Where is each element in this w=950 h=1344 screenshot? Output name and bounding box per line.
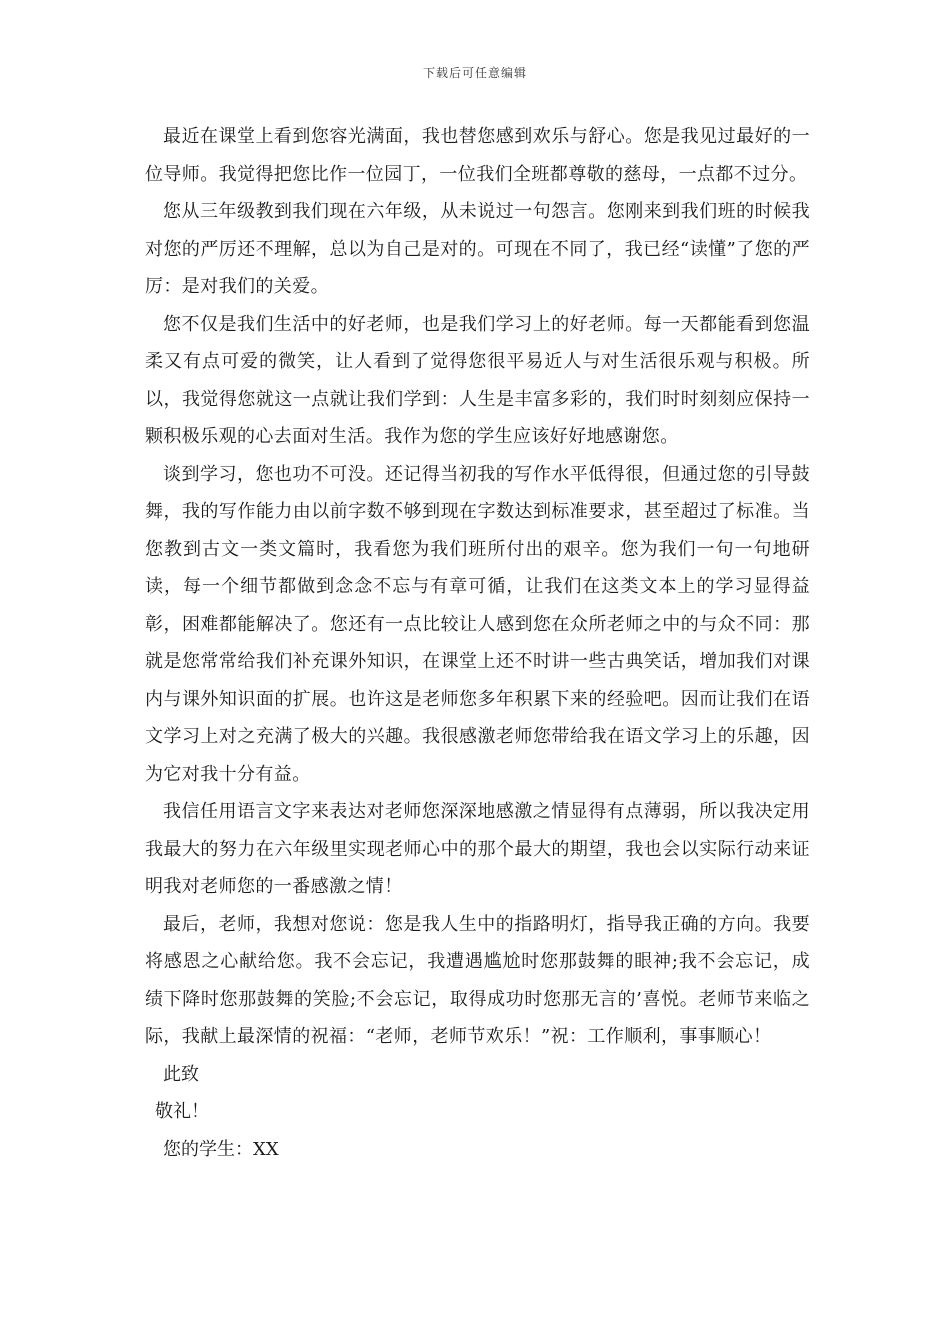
header-note: 下载后可任意编辑 (422, 66, 527, 80)
closing-regards: 敬礼！ (155, 1101, 209, 1122)
paragraph-2: 您从三年级教到我们现在六年级，从未说过一句怨言。您刚来到我们班的时候我对您的严厉还不理解，总以为自己是对的。可现在不同了，我已经“读懂”了您的严厉：是对我们的关爱。 (145, 201, 810, 297)
paragraph-3: 您不仅是我们生活中的好老师，也是我们学习上的好老师。每一天都能看到您温柔又有点可爱的微笑，让人看到了觉得您很平易近人与对生活很乐观与积极。所以，我觉得您就这一点就让我们学到：人生是丰富多彩的，我们时时刻刻应保持一颗积极乐观的心去面对生活。我作为您的学生应该好好地感谢您。 (145, 313, 810, 447)
closing-salutation: 此致 (163, 1063, 199, 1085)
paragraph-1: 最近在课堂上看到您容光满面，我也替您感到欢乐与舒心。您是我见过最好的一位导师。我觉得把您比作一位园丁，一位我们全班都尊敬的慈母，一点都不过分。 (145, 126, 810, 185)
paragraph-5: 我信任用语言文字来表达对老师您深深地感激之情显得有点薄弱，所以我决定用我最大的努力在六年级里实现老师心中的那个最大的期望，我也会以实际行动来证明我对老师您的一番感激之情！ (145, 801, 810, 897)
letter-body (145, 118, 810, 1168)
paragraph-6: 最后，老师，我想对您说：您是我人生中的指路明灯，指导我正确的方向。我要将感恩之心献给您。我不会忘记，我遭遇尴尬时您那鼓舞的眼神;我不会忘记，成绩下降时您那鼓舞的笑脸;不会忘记，取得成功时您那无言的’喜悦。老师节来临之际，我献上最深情的祝福：“老师，老师节欢乐！”祝：工作顺利，事事顺心！ (145, 913, 810, 1047)
signature: 您的学生：XX (163, 1138, 279, 1160)
paragraph-4: 谈到学习，您也功不可没。还记得当初我的写作水平低得很，但通过您的引导鼓舞，我的写作能力由以前字数不够到现在字数达到标准要求，甚至超过了标准。当您教到古文一类文篇时，我看您为我们班所付出的艰辛。您为我们一句一句地研读，每一个细节都做到念念不忘与有章可循，让我们在这类文本上的学习显得益彰，困难都能解决了。您还有一点比较让人感到您在众所老师之中的与众不同：那就是您常常给我们补充课外知识，在课堂上还不时讲一些古典笑话，增加我们对课内与课外知识面的扩展。也许这是老师您多年积累下来的经验吧。因而让我们在语文学习上对之充满了极大的兴趣。我很感激老师您带给我在语文学习上的乐趣，因为它对我十分有益。 (145, 463, 810, 785)
